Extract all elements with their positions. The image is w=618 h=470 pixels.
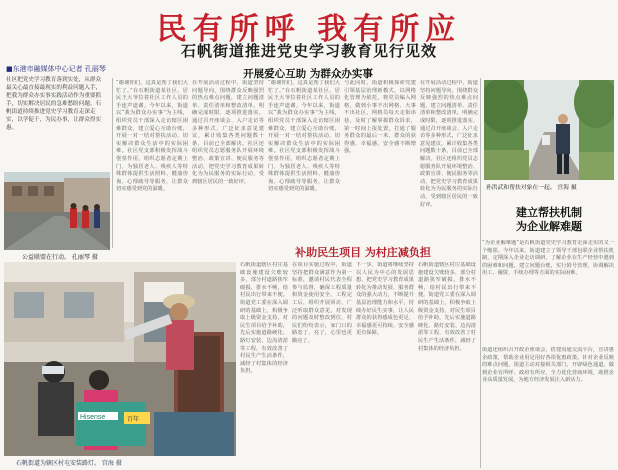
section3-title-line2: 为企业解难题 bbox=[516, 220, 582, 233]
byline: ■东港市融媒体中心记者 孔丽琴 bbox=[6, 65, 106, 73]
photo3-caption: 石帆街道为辖区村屯安装路灯。 宫海 摄 bbox=[16, 460, 122, 467]
photo1-caption: 公益联盟在行动。 孔丽琴 摄 bbox=[22, 254, 98, 261]
photo-volunteers-street bbox=[4, 172, 110, 250]
section-title-enterprise-help bbox=[480, 206, 618, 234]
column-rule-1 bbox=[112, 78, 113, 248]
body-column-2: 在开展活动过程中，街道坚持问题导向，围绕群众反映强烈的热点难点问题，建立问题清单、责任清单和整改清单，明确完成时限，逐项推进落实。通过召开座谈会、入户走访等多种形式，广泛征求意见建议，累计收集各类问题数十条，目前已全部解决。社区还组织党员志愿服务队开展环境整治、政策宣讲、便民服务等活动，把党史学习教育成果转化为为民服务的实际行动，受到辖区居民的一致好评。 bbox=[192, 80, 264, 185]
body-column-8: 街道还组织召开政企座谈会，搭建沟通交流平台，宣讲惠企政策，帮助企业用足用好各项优惠政策。针对企业反映的难点问题，街道主动对接相关部门，开辟绿色通道，做到企业有所呼、政府有所应，全力优化营商环境，助推企业高质量发展，为地方经济发展注入新活力。 bbox=[482, 347, 614, 384]
body-column-7: “为企业解难题”是石帆街道党史学习教育走深走实的又一个缩影。今年以来，街道建立了领导干部包联企业帮扶机制，定期深入企业走访调研，了解企业在生产经营中遇到的困难和问题，建立问题台账，实行销号管理，协调解决用工、融资、手续办理等方面的实际困难。 bbox=[482, 240, 614, 277]
photo-road-portrait bbox=[484, 80, 614, 180]
headline: 民有所呼 我有所应 bbox=[156, 12, 462, 47]
body-column-1: “谢谢你们，这真是帮了我们大忙了。”在石帆街道某社区，居民王大爷拉着社区工作人员的手连声道谢。今年以来，街道以“我为群众办实事”为主线，组织党员干部深入走访辖区困难群众，建立爱心互助台账，开展一对一结对帮扶活动，切实解决群众生活中的实际困难。社区党支部积极发挥战斗堡垒作用，组织志愿者定期上门，为独居老人、残疾人等特殊群体提供生活照料、健康咨询、心理疏导等服务，让群众切实感受到党的温暖。 bbox=[116, 80, 188, 193]
body-column-lower-3: 下一步，街道将继续坚持以人民为中心的发展思想，把党史学习教育成果转化为推动发展、服务群众的强大动力，不断提升基层治理能力和水平，持续办好民生实事，让人民群众的获得感成色更足、幸福感更可持续、安全感更有保障。 bbox=[356, 262, 414, 337]
section3-title-line1: 建立帮扶机制 bbox=[516, 206, 582, 219]
lead-paragraph: 社区把党史学习教育落到实处，从群众最关心最直接最现实的利益问题入手，把我为群众办实事实践活动作为重要抓手，切实解决居民的急难愁盼问题。石帆街道持续推进党史学习教育走深走实，以学促干，为民办事，让群众得实惠。 bbox=[6, 77, 102, 131]
body-column-4: 与此同时，街道积极探索党建引领基层治理新模式，以网格化管理为依托，将党员编入网格，做到小事不出网格、大事不出社区。网格员每天走街串巷，及时了解掌握群众诉求，第一时间上报处置，打通了服务群众的最后一米，群众的获得感、幸福感、安全感不断增强。 bbox=[344, 80, 416, 155]
section-title-mutual-aid: 开展爱心互助 为群众办实事 bbox=[243, 68, 373, 80]
photo3-sign-2: 百年 bbox=[127, 416, 140, 423]
body-column-3: “谢谢你们，这真是帮了我们大忙了。”在石帆街道某社区，居民王大爷拉着社区工作人员的手连声道谢。今年以来，街道以“我为群众办实事”为主线，组织党员干部深入走访辖区困难群众，建立爱心互助台账，开展一对一结对帮扶活动，切实解决群众生活中的实际困难。社区党支部积极发挥战斗堡垒作用，组织志愿者定期上门，为独居老人、残疾人等特殊群体提供生活照料、健康咨询、心理疏导等服务，让群众切实感受到党的温暖。 bbox=[268, 80, 340, 193]
photo-lamp-installation bbox=[4, 262, 236, 456]
body-column-5: 在开展活动过程中，街道坚持问题导向，围绕群众反映强烈的热点难点问题，建立问题清单、责任清单和整改清单，明确完成时限，逐项推进落实。通过召开座谈会、入户走访等多种形式，广泛征求意见建议，累计收集各类问题数十条，目前已全部解决。社区还组织党员志愿服务队开展环境整治、政策宣讲、便民服务等活动，把党史学习教育成果转化为为民服务的实际行动，受到辖区居民的一致好评。 bbox=[420, 80, 478, 208]
body-column-lower-4: 石帆街道辖区村庄基础设施建设欠账较多，部分村道路狭窄破损、排水不畅，给村民出行带来不便。街道党工委在深入调研的基础上，积极争取上级资金支持，对民生项目给予补助，先后实施道路硬化、路灯安装、边沟清淤等工程，有效改善了村民生产生活条件，减轻了村集体的经济负担。 bbox=[418, 262, 476, 352]
photo2-caption: 孙洪武和帮扶对象在一起。 宫海 摄 bbox=[486, 185, 577, 191]
section-title-livelihood: 补助民生项目 为村庄减负担 bbox=[295, 246, 431, 259]
body-column-lower-1: 石帆街道辖区村庄基础设施建设欠账较多，部分村道路狭窄破损、排水不畅，给村民出行带来不便。街道党工委在深入调研的基础上，积极争取上级资金支持，对民生项目给予补助，先后实施道路硬化、路灯安装、边沟清淤等工程，有效改善了村民生产生活条件，减轻了村集体的经济负担。 bbox=[240, 262, 288, 375]
subheadline: 石帆街道推进党史学习教育见行见效 bbox=[180, 42, 437, 60]
column-rule-2 bbox=[480, 78, 481, 468]
photo3-sign-1: Hisense bbox=[80, 414, 106, 421]
body-column-lower-2: 在项目实施过程中，街道坚持把群众满意作为第一标准，邀请村民代表全程参与监督，确保工程质量和资金使用安全。工程完工后，组织开展回访，广泛听取群众意见，对发现的问题及时整改到位。村民们纷纷表示，家门口的路宽了、亮了，心里也更敞亮了。 bbox=[292, 262, 352, 344]
